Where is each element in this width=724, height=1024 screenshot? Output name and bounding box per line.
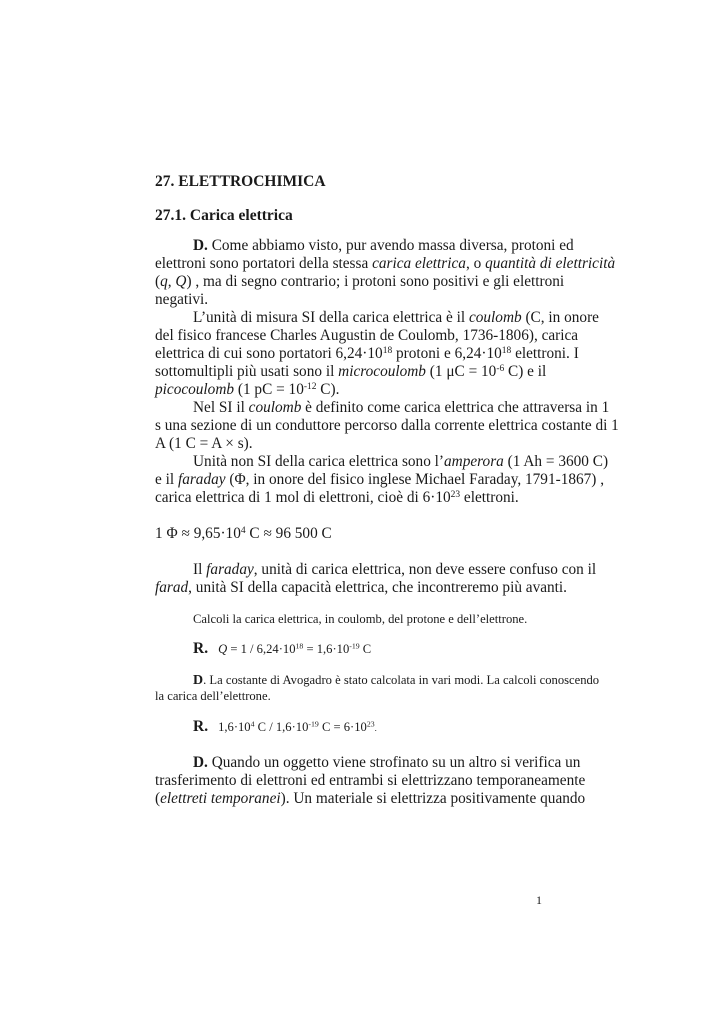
exercise-question: la carica dell’elettrone. <box>155 689 271 703</box>
paragraph-line: (q, Q) , ma di segno contrario; i protoni sono positivi e gli elettroni <box>155 273 565 290</box>
paragraph-line: sottomultipli più usati sono il microcoulomb (1 $\mu C = 10^{-6}$ C) e il <box>155 363 547 380</box>
paragraph-line: carica elettrica di 1 mol di elettroni, cioè di $6\cdot 10^{23}$ elettroni. <box>155 489 519 506</box>
paragraph-line: trasferimento di elettroni ed entrambi si elettrizzano temporaneamente <box>155 772 586 789</box>
paragraph-line: A (1 C = A × s). <box>155 435 253 452</box>
exercise-question: D. La costante di Avogadro è stato calcolata in vari modi. La calcoli conoscendo <box>193 673 600 688</box>
paragraph-line: s una sezione di un conduttore percorso dalla corrente elettrica costante di 1 <box>155 417 619 434</box>
paragraph-line: negativi. <box>155 291 209 308</box>
paragraph-line: Nel SI il coulomb è definito come carica elettrica che attraversa in 1 <box>193 399 610 416</box>
paragraph-line: Unità non SI della carica elettrica sono l’amperora (1 Ah = 3600 C) <box>193 453 609 470</box>
paragraph-line: picocoulomb (1 pC = $10^{-12}$ C). <box>155 381 340 398</box>
paragraph-line: e il faraday (Φ, in onore del fisico inglese Michael Faraday, 1791-1867) , <box>155 471 605 488</box>
exercise-answer: R. $Q = 1 / 6,24\cdot 10^{18} = 1,6\cdot 10^{-19}$ C <box>193 640 372 657</box>
chapter-heading: 27. ELETTROCHIMICA <box>155 173 326 190</box>
paragraph-line: elettrica di cui sono portatori $6,24\cdot 10^{18}$ protoni e $6,24\cdot 10^{18}$ elettroni. I <box>155 345 579 362</box>
exercise-answer: R. $1,6\cdot 10^4$ $C / 1,6\cdot 10^{-19}$ $C = 6\cdot 10^{23}$. <box>193 718 377 735</box>
page-number: 1 <box>536 893 542 907</box>
paragraph-line: elettroni sono portatori della stessa carica elettrica, o quantità di elettricità <box>155 255 616 272</box>
faraday-equation: 1 $\Phi \approx 9,65\cdot 10^4$ C ≈ 96 500 C <box>155 525 332 542</box>
paragraph-line: (elettreti temporanei). Un materiale si elettrizza positivamente quando <box>155 790 586 807</box>
paragraph-line: Il faraday, unità di carica elettrica, non deve essere confuso con il <box>193 561 597 578</box>
paragraph-line: D. Come abbiamo visto, pur avendo massa diversa, protoni ed <box>193 237 574 254</box>
paragraph-line: del fisico francese Charles Augustin de Coulomb, 1736-1806), carica <box>155 327 579 344</box>
paragraph-line: D. Quando un oggetto viene strofinato su un altro si verifica un <box>193 754 581 771</box>
paragraph-line: L’unità di misura SI della carica elettrica è il coulomb (C, in onore <box>193 309 599 326</box>
section-heading: 27.1. Carica elettrica <box>155 207 293 224</box>
exercise-question: Calcoli la carica elettrica, in coulomb, del protone e dell’elettrone. <box>193 612 528 626</box>
paragraph-line: farad, unità SI della capacità elettrica, che incontreremo più avanti. <box>155 579 568 596</box>
